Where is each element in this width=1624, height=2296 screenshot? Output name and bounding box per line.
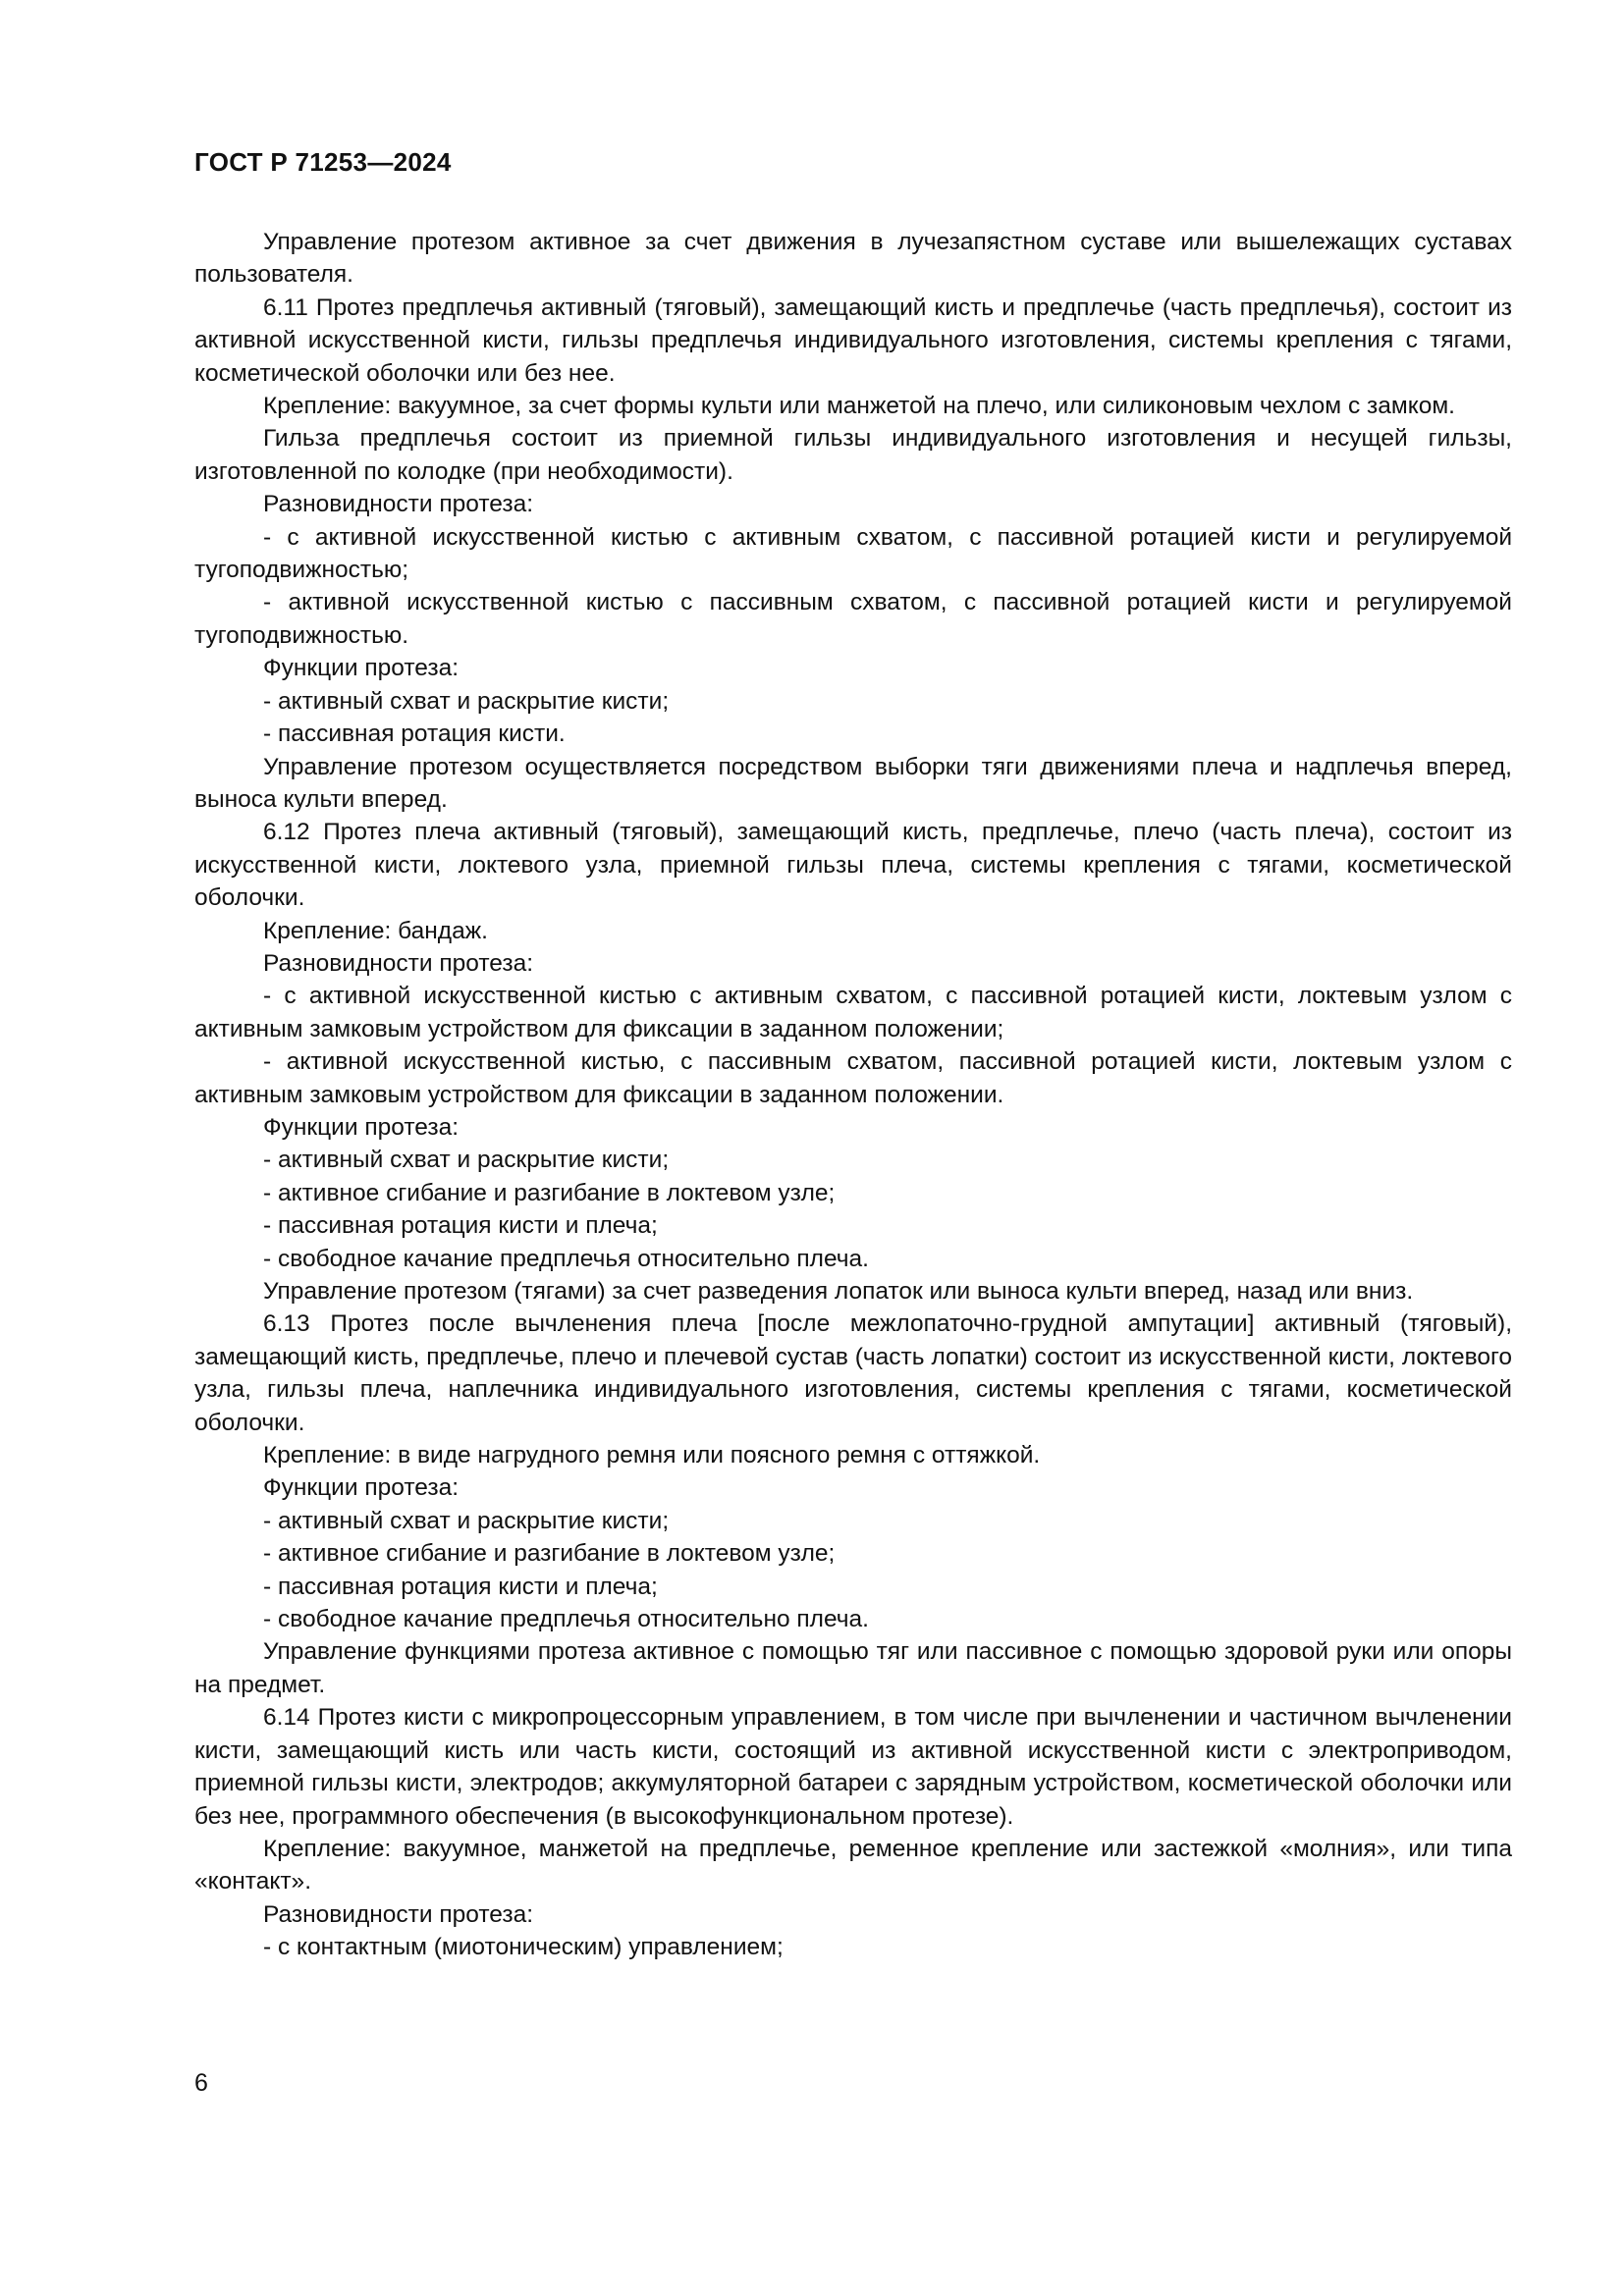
paragraph: 6.12 Протез плеча активный (тяговый), замещающий кисть, предплечье, плечо (часть плеча), состоит из искусственной кисти, локтевого узла, приемной гильзы плеча, системы крепления с тягами, косметической оболочки.: [194, 819, 1512, 912]
document-body: [194, 226, 1512, 1964]
list-item: - активной искусственной кистью, с пассивным схватом, пассивной ротацией кисти, локтевым узлом с активным замковым устройством для фиксации в заданном положении.: [194, 1048, 1512, 1108]
list-item: - с активной искусственной кистью с активным схватом, с пассивной ротацией кисти, локтевым узлом с активным замковым устройством для фиксации в заданном положении;: [194, 983, 1512, 1042]
list-item: - активный схват и раскрытие кисти;: [263, 687, 670, 715]
paragraph: 6.11 Протез предплечья активный (тяговый), замещающий кисть и предплечье (часть предплечья), состоит из активной искусственной кисти, гильзы предплечья индивидуального изготовления, системы крепления с тягами, косметической оболочки или без нее.: [194, 294, 1512, 387]
paragraph: Управление протезом (тягами) за счет разведения лопаток или выноса культи вперед, назад или вниз.: [263, 1278, 1414, 1305]
list-item: - активный схват и раскрытие кисти;: [263, 1147, 670, 1174]
list-item: - свободное качание предплечья относительно плеча.: [263, 1606, 869, 1633]
list-item: - пассивная ротация кисти.: [263, 721, 566, 748]
paragraph: Крепление: бандаж.: [263, 917, 488, 944]
paragraph: Функции протеза:: [263, 655, 460, 682]
paragraph: Разновидности протеза:: [263, 491, 534, 518]
list-item: - пассивная ротация кисти и плеча;: [263, 1212, 658, 1240]
list-item: - активный схват и раскрытие кисти;: [263, 1507, 670, 1534]
standard-code-header: ГОСТ Р 71253—2024: [194, 147, 452, 177]
paragraph: Разновидности протеза:: [263, 1900, 534, 1928]
paragraph: Функции протеза:: [263, 1474, 460, 1502]
list-item: - с активной искусственной кистью с активным схватом, с пассивной ротацией кисти и регулируемой тугоподвижностью;: [194, 523, 1512, 584]
list-item: - свободное качание предплечья относительно плеча.: [263, 1245, 869, 1272]
paragraph: Управление функциями протеза активное с помощью тяг или пассивное с помощью здоровой руки или опоры на предмет.: [194, 1638, 1512, 1698]
paragraph: Крепление: в виде нагрудного ремня или поясного ремня с оттяжкой.: [263, 1442, 1041, 1469]
paragraph: Управление протезом активное за счет движения в лучезапястном суставе или вышележащих суставах пользователя.: [194, 229, 1512, 289]
list-item: - пассивная ротация кисти и плеча;: [263, 1573, 658, 1600]
paragraph: Разновидности протеза:: [263, 949, 534, 977]
list-item: - активное сгибание и разгибание в локтевом узле;: [263, 1179, 836, 1206]
list-item: - активное сгибание и разгибание в локтевом узле;: [263, 1540, 836, 1568]
paragraph: Функции протеза:: [263, 1113, 460, 1141]
page-number: 6: [194, 2069, 208, 2097]
paragraph: 6.13 Протез после вычленения плеча [после межлопаточно-грудной ампутации] активный (тяговый), замещающий кисть, предплечье, плечо и плечевой сустав (часть лопатки) состоит из искусственной кисти, локтевого узла, гильзы плеча, наплечника индивидуального изготовления, системы крепления с тягами, косметической оболочки.: [194, 1310, 1512, 1436]
list-item: - с контактным (миотоническим) управлением;: [263, 1934, 784, 1961]
paragraph: Крепление: вакуумное, манжетой на предплечье, ременное крепление или застежкой «молния», или типа «контакт».: [194, 1835, 1512, 1896]
paragraph: Управление протезом осуществляется посредством выборки тяги движениями плеча и надплечья вперед, выноса культи вперед.: [194, 753, 1512, 813]
list-item: - активной искусственной кистью с пассивным схватом, с пассивной ротацией кисти и регулируемой тугоподвижностью.: [194, 589, 1512, 649]
paragraph: 6.14 Протез кисти с микропроцессорным управлением, в том числе при вычленении и частичном вычленении кисти, замещающий кисть или часть кисти, состоящий из активной искусственной кисти с электроприводом, приемной гильзы кисти, электродов; аккумуляторной батареи с зарядным устройством, косметической оболочки или без нее, программного обеспечения (в высокофункциональном протезе).: [194, 1704, 1512, 1830]
paragraph: Гильза предплечья состоит из приемной гильзы индивидуального изготовления и несущей гильзы, изготовленной по колодке (при необходимости).: [194, 425, 1512, 485]
paragraph: Крепление: вакуумное, за счет формы культи или манжетой на плечо, или силиконовым чехлом с замком.: [263, 393, 1455, 420]
